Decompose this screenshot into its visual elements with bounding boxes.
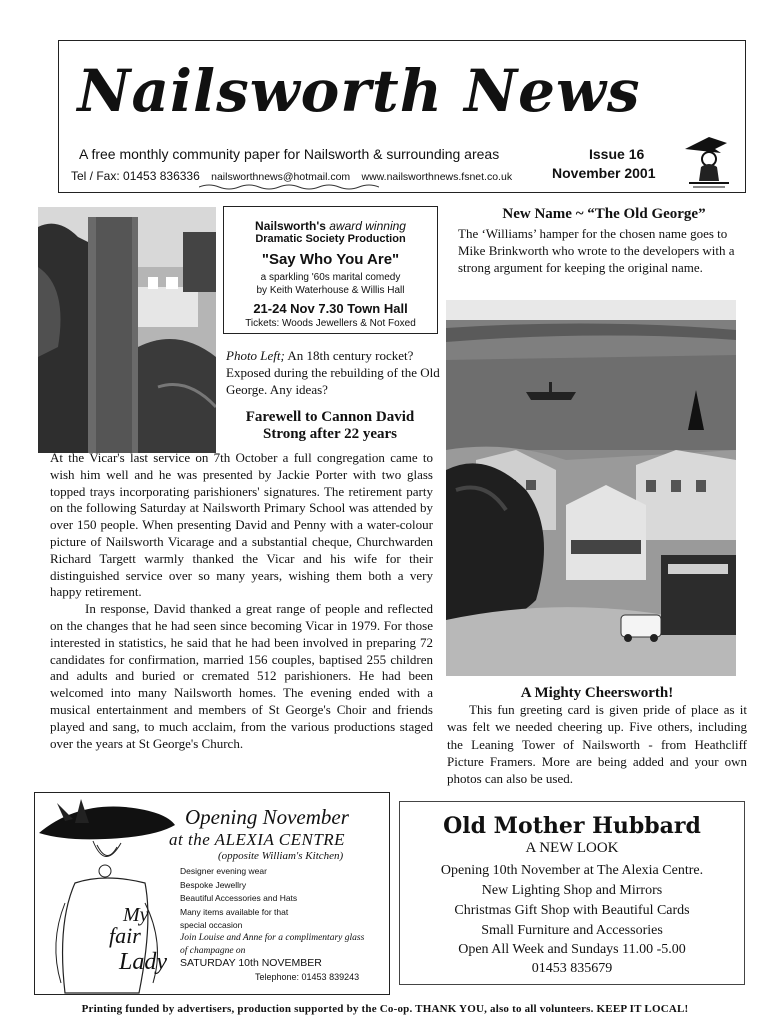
issue-number: Issue 16 [589,146,645,162]
tagline: A free monthly community paper for Nailsworth & surrounding areas [79,146,500,162]
issue-date: November 2001 [552,165,656,181]
farewell-paragraph: At the Vicar's last service on 7th October a full congregation came to wish him well and he was presented by Jackie Porter with two glass topped trays incorporating parishioners' signatures. The retirement party on the following Saturday at Nailsworth Primary School was attended by over 150 people. When presenting David and Penny with a water-colour picture of Nailsworth Vicarage and a substantial cheque, Churchwarden Richard Targett warmly thanked the Vicar and his wife for their distinguished service over so many years, wishing them both a very happy retirement. [50,450,433,600]
website-link[interactable]: www.nailsworthnews.fsnet.co.uk [361,171,513,183]
phone-number: Tel / Fax: 01453 836336 [71,169,200,183]
old-george-headline: New Name ~ “The Old George” [502,206,706,222]
advert-line: Opening 10th November at The Alexia Centre. [440,863,704,878]
email-address[interactable]: nailsworthnews@hotmail.com [211,171,351,183]
farewell-article-body [50,450,433,752]
farewell-headline: Farewell to Cannon David Strong after 22 years [245,409,415,442]
venue-heading: at the ALEXIA CENTRE [169,830,346,849]
shop-name: Old Mother Hubbard [443,813,701,839]
masthead [58,40,746,193]
list-item: Bespoke Jewellry [180,879,247,890]
list-item: special occasion [180,920,243,930]
cheersworth-headline: A Mighty Cheersworth! [520,685,674,701]
fair-lady-illustration-icon [35,793,185,995]
play-dates-venue: 21-24 Nov 7.30 Town Hall [253,301,408,316]
old-george-body: The ‘Williams’ hamper for the chosen name goes to Mike Brinkworth who wrote to the developers with a strong argument for keeping the original name. [458,226,735,275]
farewell-paragraph: In response, David thanked a great range of people and reflected on the changes that he had seen since becoming Vicar in 1979. For those interested in statistics, he said that he had been involved in preparing 72 candidates for confirmation, married 156 couples, baptised 255 children and adults and buried or cremated 512 parishioners. He had been welcomed into many Nailsworth homes. The evening ended with a musical entertainment and members of St George's Choir and friends played and sang, to much acclaim, from the various productions staged over the years at St George's Church. [50,601,433,751]
product-list [180,865,297,933]
list-item: Beautiful Accessories and Hats [180,893,298,903]
svg-text:fair: fair [109,923,141,948]
list-item: Designer evening wear [180,866,267,876]
cheersworth-body: This fun greeting card is given pride of place as it was felt we needed cheering up. Five others, including the Leaning Tower of Nailsworth - from Heathcliff Picture Framers. More are being added and your own photos can also be used. [447,702,747,787]
play-description: a sparkling '60s marital comedy [260,272,401,283]
play-title: "Say Who You Are" [261,251,400,268]
svg-text:Lady: Lady [119,949,167,975]
advert-line: Christmas Gift Shop with Beautiful Cards [454,903,690,918]
contact-line [71,169,520,183]
society-line: Nailsworth's award winning [255,219,406,233]
town-crest-logo-icon [679,131,739,191]
dramatic-society-box [223,206,438,334]
list-item: Many items available for that [180,906,289,917]
advert-line: Small Furniture and Accessories [481,923,663,938]
my-fair-lady-advert [34,792,390,995]
newspaper-title: Nailsworth News [77,57,641,125]
play-authors: by Keith Waterhouse & Willis Hall [256,285,405,296]
shop-subtitle: A NEW LOOK [525,840,619,856]
footer-credits: Printing funded by advertisers, production supported by the Co-op. THANK YOU, also to all volunteers. KEEP IT LOCAL! [81,1003,689,1015]
old-george-rocket-photo [38,207,216,453]
old-mother-hubbard-advert [399,801,745,985]
svg-text:My: My [123,904,149,926]
venue-location: (opposite William's Kitchen) [218,850,344,862]
launch-date: SATURDAY 10th NOVEMBER [180,957,322,969]
ticket-info: Tickets: Woods Jewellers & Not Foxed [245,318,416,329]
decorative-squiggle [199,183,379,191]
advert-line: New Lighting Shop and Mirrors [481,883,663,898]
cheersworth-card-photo [446,300,736,676]
champagne-invite: Join Louise and Anne for a complimentary glass of champagne on [180,933,365,956]
opening-heading: Opening November [185,805,349,829]
photo-caption: Photo Left; An 18th century rocket? Exposed during the rebuilding of the Old George. Any ideas? [226,348,440,397]
advert-phone: 01453 835679 [531,961,613,976]
production-line: Dramatic Society Production [255,233,406,245]
advert-line: Open All Week and Sundays 11.00 -5.00 [458,942,686,957]
shop-phone: Telephone: 01453 839243 [255,972,360,982]
